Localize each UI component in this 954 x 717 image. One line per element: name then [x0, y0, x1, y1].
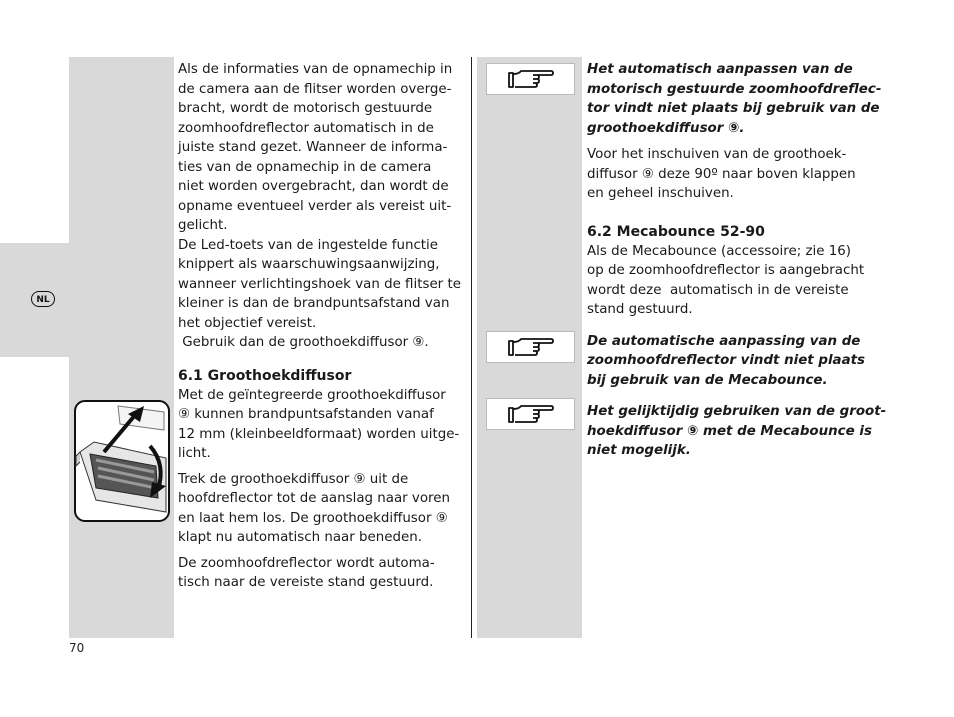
text-line: tor vindt niet plaats bij gebruik van de [587, 101, 880, 116]
text-line: 12 mm (kleinbeeldformaat) worden uitge- [178, 426, 460, 442]
text-line: kleiner is dan de brandpuntsafstand van [178, 296, 450, 311]
text-line: De zoomhoofdreflector wordt automa- [178, 555, 435, 571]
text-line: groothoekdiffusor ⑨. [587, 120, 745, 136]
text-line: hoofdreflector tot de aanslag naar voren [178, 491, 450, 506]
diffuser-paragraph-1 [178, 386, 461, 464]
text-line: bij gebruik van de Mecabounce. [587, 372, 828, 388]
text-line: stand gestuurd. [587, 302, 693, 317]
section-heading-6-2: 6.2 Mecabounce 52-90 [587, 223, 765, 240]
text-line: en geheel inschuiven. [587, 186, 734, 201]
column-divider [471, 57, 472, 638]
text-line: niet worden overgebracht, dan wordt de [178, 179, 449, 194]
text-line: zoomhoofdreflector vindt niet plaats [587, 353, 865, 368]
text-line: hoekdiffusor ⑨ met de Mecabounce is [587, 423, 872, 439]
language-badge: NL [31, 291, 55, 307]
text-line: Het automatisch aanpassen van de [587, 62, 853, 77]
wide-angle-diffuser-illustration [74, 400, 170, 526]
text-line: op de zoomhoofdreflector is aangebracht [587, 263, 865, 278]
text-line: Voor het inschuiven van de groothoek- [587, 147, 847, 162]
text-line: De Led-toets van de ingestelde functie [178, 237, 439, 253]
mecabounce-paragraph [587, 242, 886, 320]
text-line: opname eventueel verder als vereist uit- [178, 198, 452, 214]
diffuser-paragraph-2 [178, 470, 461, 548]
diffuser-paragraph-3 [178, 554, 461, 593]
pointing-hand-icon [486, 63, 575, 95]
text-line: knippert als waarschuwingsaanwijzing, [178, 257, 440, 272]
pointing-hand-icon [486, 398, 575, 430]
text-line: niet mogelijk. [587, 443, 691, 458]
pointing-hand-icon [486, 331, 575, 363]
text-line: diffusor ⑨ deze 90º naar boven klappen [587, 166, 856, 182]
text-line: zoomhoofdreflector automatisch in de [178, 120, 434, 136]
note-mecabounce-zoom [587, 332, 886, 391]
text-line: Als de informaties van de opnamechip in [178, 62, 453, 77]
text-line: Als de Mecabounce (accessoire; zie 16) [587, 243, 851, 259]
left-column [178, 60, 461, 593]
text-line: bracht, wordt de motorisch gestuurde [178, 101, 433, 116]
text-line: en laat hem los. De groothoekdiffusor ⑨ [178, 510, 448, 526]
text-line: het objectief vereist. [178, 315, 317, 331]
section-heading-6-1: 6.1 Groothoekdiffusor [178, 367, 352, 384]
intro-paragraph [178, 60, 461, 353]
text-line: Trek de groothoekdiffusor ⑨ uit de [178, 471, 409, 487]
text-line: motorisch gestuurde zoomhoofdreflec- [587, 81, 882, 97]
text-line: tisch naar de vereiste stand gestuurd. [178, 575, 434, 590]
text-line: ties van de opnamechip in de camera [178, 159, 432, 175]
text-line: licht. [178, 446, 211, 461]
text-line: juiste stand gezet. Wanneer de informa- [178, 140, 448, 155]
text-line: Gebruik dan de groothoekdiffusor ⑨. [178, 335, 429, 350]
text-line: gelicht. [178, 218, 228, 233]
text-line: de camera aan de flitser worden overge- [178, 81, 452, 97]
text-line: klapt nu automatisch naar beneden. [178, 530, 422, 545]
note-combined-use [587, 402, 886, 461]
text-line: ⑨ kunnen brandpuntsafstanden vanaf [178, 407, 434, 422]
text-line: Met de geïntegreerde groothoekdiffusor [178, 387, 446, 403]
text-line: De automatische aanpassing van de [587, 333, 861, 349]
note-auto-zoom-diffuser [587, 60, 886, 138]
retract-diffuser-paragraph [587, 145, 886, 204]
text-line: Het gelijktijdig gebruiken van de groot- [587, 404, 887, 419]
text-line: wordt deze automatisch in de vereiste [587, 282, 849, 298]
text-line: wanneer verlichtingshoek van de flitser te [178, 276, 461, 292]
page-number: 70 [69, 641, 85, 655]
right-column [587, 60, 886, 461]
left-margin-band [69, 57, 174, 638]
